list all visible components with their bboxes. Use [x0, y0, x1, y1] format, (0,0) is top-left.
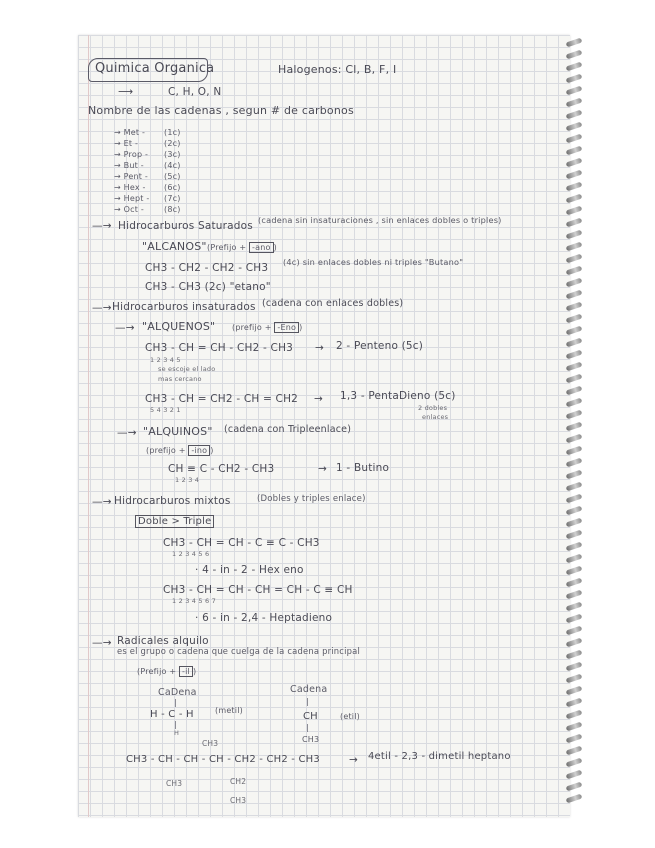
mixed-formula-1-numbers: 1 2 3 4 5 6: [172, 550, 210, 558]
spiral-coil: [566, 422, 583, 432]
radical-1-formula: H - C - H: [150, 709, 194, 720]
spiral-coil: [566, 206, 583, 216]
spiral-coil: [566, 638, 583, 648]
radicals-rule: (Prefijo + -il ): [137, 667, 197, 676]
spiral-coil: [566, 326, 583, 336]
alkane-formula-2: CH3 - CH3 (2c) "etano": [145, 281, 271, 293]
spiral-coil: [566, 158, 583, 168]
radical-2-bond-top: |: [306, 697, 309, 706]
spiral-coil: [566, 362, 583, 372]
saturated-note: (cadena sin insaturaciones , sin enlaces dobles o triples): [258, 215, 502, 225]
final-formula: CH3 - CH - CH - CH - CH2 - CH2 - CH3: [126, 754, 320, 765]
final-formula-sub-3: CH3: [230, 796, 247, 805]
spiral-coil: [566, 74, 583, 84]
alkene-formula-2-note-1: 2 dobles: [418, 404, 448, 412]
final-formula-arrow: →: [349, 754, 358, 766]
prefix-item: → But - (4c): [114, 161, 181, 170]
spiral-coil: [566, 374, 583, 384]
spiral-coil: [566, 782, 583, 792]
spiral-coil: [566, 506, 583, 516]
side-note-2: mas cercano: [158, 375, 202, 383]
spiral-coil: [566, 146, 583, 156]
alkene-formula-1-result: 2 - Penteno (5c): [336, 340, 424, 352]
mixed-formula-2-name: · 6 - in - 2,4 - Heptadieno: [195, 612, 333, 624]
alkanes-family: "ALCANOS": [142, 240, 207, 253]
spiral-coil: [566, 122, 583, 132]
mixed-formula-2: CH3 - CH = CH - CH = CH - C ≡ CH: [163, 584, 353, 596]
radical-1-bond-top: |: [174, 698, 177, 707]
alkynes-arrow: —→: [117, 427, 137, 439]
saturated-heading: Hidrocarburos Saturados: [118, 220, 253, 232]
prefix-item: → Met - (1c): [114, 128, 181, 137]
mixed-formula-1: CH3 - CH = CH - C ≡ C - CH3: [163, 537, 320, 549]
spiral-coil: [566, 590, 583, 600]
spiral-coil: [566, 410, 583, 420]
page-margin-line: [88, 35, 89, 817]
spiral-coil: [566, 398, 583, 408]
spiral-coil: [566, 182, 583, 192]
mixed-heading: Hidrocarburos mixtos: [114, 495, 231, 507]
radical-1-name: (metil): [215, 706, 243, 715]
side-note-1: se escoje el lado: [158, 365, 216, 373]
mixed-formula-2-numbers: 1 2 3 4 5 6 7: [172, 597, 216, 605]
spiral-coil: [566, 662, 583, 672]
spiral-coil: [566, 698, 583, 708]
final-formula-sub-2: CH2: [230, 777, 247, 786]
prefix-item: → Oct - (8c): [114, 205, 181, 214]
prefix-item: → Hex - (6c): [114, 183, 181, 192]
spiral-coil: [566, 290, 583, 300]
spiral-coil: [566, 170, 583, 180]
spiral-coil: [566, 530, 583, 540]
alkene-formula-2-note-2: enlaces: [422, 413, 449, 421]
spiral-coil: [566, 482, 583, 492]
spiral-coil: [566, 302, 583, 312]
spiral-coil: [566, 314, 583, 324]
spiral-coil: [566, 734, 583, 744]
radical-2-name: (etil): [340, 712, 360, 721]
saturated-arrow: —→: [92, 220, 112, 232]
prefix-item: → Pent - (5c): [114, 172, 181, 181]
spiral-coil: [566, 134, 583, 144]
spiral-coil: [566, 230, 583, 240]
alkene-formula-2-numbers: 5 4 3 2 1: [150, 406, 181, 414]
mixed-note: (Dobles y triples enlace): [257, 494, 366, 504]
spiral-coil: [566, 350, 583, 360]
elements-list: C, H, O, N: [168, 86, 222, 98]
alkynes-family: "ALQUINOS": [143, 425, 213, 438]
prefix-item: → Hept - (7c): [114, 194, 181, 203]
prefix-item: → Et - (2c): [114, 139, 181, 148]
spiral-coil: [566, 446, 583, 456]
mixed-formula-1-name: · 4 - in - 2 - Hex eno: [195, 564, 304, 576]
spiral-coil: [566, 758, 583, 768]
spiral-coil: [566, 98, 583, 108]
radical-1-chain-label: CaDena: [158, 687, 197, 698]
spiral-coil: [566, 554, 583, 564]
spiral-coil: [566, 674, 583, 684]
final-formula-sub-1: CH3: [166, 779, 183, 788]
alkyne-formula-numbers: 1 2 3 4: [175, 476, 200, 484]
spiral-coil: [566, 458, 583, 468]
alkene-formula-1-numbers: 1 2 3 4 5: [150, 356, 181, 364]
spiral-coil: [566, 194, 583, 204]
mixed-priority: Doble > Triple: [135, 515, 214, 528]
halogens-note: Halogenos: Cl, B, F, I: [278, 63, 397, 76]
final-formula-top: CH3: [202, 739, 219, 748]
unsaturated-heading: Hidrocarburos insaturados: [112, 301, 256, 313]
spiral-coil: [566, 38, 583, 48]
spiral-coil: [566, 746, 583, 756]
spiral-coil: [566, 470, 583, 480]
radicals-arrow: —→: [92, 637, 112, 649]
alkene-formula-2: CH3 - CH = CH2 - CH = CH2: [145, 393, 299, 405]
page-title: Quimica Organica: [95, 61, 215, 76]
alkane-formula-1-note: (4c) sin enlaces dobles ni triples "Butano": [283, 257, 464, 267]
radical-2-bottom: CH3: [302, 735, 320, 744]
alkene-formula-2-result: 1,3 - PentaDieno (5c): [340, 390, 456, 402]
alkane-formula-1: CH3 - CH2 - CH2 - CH3: [145, 262, 269, 274]
alkene-formula-1: CH3 - CH = CH - CH2 - CH3: [145, 342, 294, 354]
spiral-coil: [566, 602, 583, 612]
alkynes-note: (cadena con Tripleenlace): [224, 424, 352, 435]
mixed-arrow: —→: [92, 496, 112, 508]
unsaturated-arrow: —→: [92, 302, 112, 314]
alkyne-formula-arrow: →: [318, 463, 327, 475]
spiral-coil: [566, 218, 583, 228]
alkene-formula-1-arrow: →: [315, 342, 324, 354]
spiral-coil: [566, 86, 583, 96]
spiral-coil: [566, 650, 583, 660]
spiral-coil: [566, 626, 583, 636]
spiral-coil: [566, 434, 583, 444]
alkynes-rule: (prefijo + -ino ): [146, 446, 214, 455]
spiral-coil: [566, 266, 583, 276]
spiral-coil: [566, 566, 583, 576]
final-formula-name: 4etil - 2,3 - dimetil heptano: [368, 751, 511, 762]
radical-1-bottom-h: H: [174, 729, 180, 737]
spiral-coil: [566, 254, 583, 264]
spiral-binding: [566, 40, 586, 810]
naming-intro: Nombre de las cadenas , segun # de carbonos: [88, 104, 354, 117]
spiral-coil: [566, 710, 583, 720]
alkenes-family: "ALQUENOS": [142, 320, 216, 333]
alkyne-formula: CH ≡ C - CH2 - CH3: [168, 463, 275, 475]
radicals-definition: es el grupo o cadena que cuelga de la cadena principal: [117, 646, 360, 656]
spiral-coil: [566, 338, 583, 348]
alkenes-arrow: —→: [115, 322, 135, 334]
spiral-coil: [566, 614, 583, 624]
elements-arrow: ⟶: [118, 86, 134, 98]
spiral-coil: [566, 578, 583, 588]
spiral-coil: [566, 518, 583, 528]
spiral-coil: [566, 110, 583, 120]
spiral-coil: [566, 242, 583, 252]
spiral-coil: [566, 278, 583, 288]
prefix-item: → Prop - (3c): [114, 150, 181, 159]
radical-2-bond-bottom: |: [306, 723, 309, 732]
alkenes-rule: (prefijo + -Eno ): [232, 323, 303, 332]
alkanes-rule: (Prefijo + -ano ): [207, 243, 277, 252]
spiral-coil: [566, 494, 583, 504]
alkene-formula-2-arrow: →: [314, 393, 323, 405]
unsaturated-note: (cadena con enlaces dobles): [262, 298, 404, 309]
radical-1-bond-bottom: |: [174, 720, 177, 729]
radical-2-formula: CH: [303, 711, 318, 722]
spiral-coil: [566, 386, 583, 396]
spiral-coil: [566, 542, 583, 552]
radicals-heading: Radicales alquilo: [117, 635, 209, 647]
spiral-coil: [566, 722, 583, 732]
spiral-coil: [566, 770, 583, 780]
alkyne-formula-result: 1 - Butino: [336, 462, 390, 474]
spiral-coil: [566, 686, 583, 696]
spiral-coil: [566, 50, 583, 60]
spiral-coil: [566, 794, 583, 804]
spiral-coil: [566, 62, 583, 72]
radical-2-chain-label: Cadena: [290, 684, 328, 695]
